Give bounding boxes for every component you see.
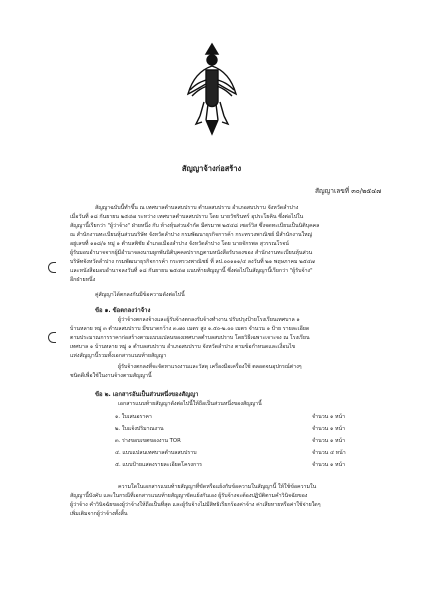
clause-2-closing-line: สัญญานี้บังคับ และในกรณีที่เอกสารแนบท้ายสัญญาขัดแย้งกันเอง ผู้รับจ้างจะต้องปฏิบัติตามคำวินิจฉัยของ <box>70 493 308 499</box>
contract-number: สัญญาเลขที่ ๓๐/๒๕๔๗ <box>315 187 382 195</box>
clause-2-closing-line: ผู้ว่าจ้าง คำวินิจฉัยของผู้ว่าจ้างให้ถือเป็นที่สุด และผู้รับจ้างไม่มีสิทธิเรียกร้องค่าจ้าง ค่าเสียหายหรือค่าใช้จ่ายใดๆ <box>70 502 321 508</box>
preamble-line: ผู้รับมอบอำนาจจากผู้มีอำนาจลงนามผูกพันนิติบุคคลปรากฏตามหนังสือรับรองของ สำนักงานทะเบียนหุ้นส่วน <box>70 250 313 256</box>
attachment-amount: จำนวน ๑ หน้า <box>312 426 346 432</box>
clause-1-line: แห่งสัญญานี้รวมทั้งเอกสารแนบท้ายสัญญา <box>70 353 167 359</box>
attachment-amount: จำนวน ๑ หน้า <box>312 438 346 444</box>
clause-1-line: บ้านหลาย หมู่ ๓ ตำบลสบปราบ มีขนาดกว้าง ๓.๗๐ เมตร สูง ๑.๕๐-๒.๐๐ เมตร จำนวน ๑ ป้าย รายละเอียด <box>70 326 310 332</box>
preamble-line: เมื่อวันที่ ๑๘ กันยายน ๒๕๔๗ ระหว่าง เทศบาลตำบลสบปราบ โดย นายวัชรินทร์ อุประโยคิน ซึ่งต่อไปใน <box>70 214 304 220</box>
attachment-item: ๑. ใบเสนอราคา <box>115 414 152 420</box>
garuda-emblem-icon <box>186 40 238 140</box>
clause-2-intro: เอกสารแนบท้ายสัญญาดังต่อไปนี้ให้ถือเป็นส่วนหนึ่งของสัญญานี้ <box>118 401 262 407</box>
clause-2-closing-line: เพิ่มเติมจากผู้ว่าจ้างทั้งสิ้น <box>70 511 128 517</box>
document-title: สัญญาจ้างก่อสร้าง <box>181 164 242 173</box>
attachment-amount: จำนวน ๑ หน้า <box>312 414 346 420</box>
clause-2-heading: ข้อ ๒. เอกสารอันเป็นส่วนหนึ่งของสัญญา <box>95 392 199 398</box>
clause-1-line: ผู้ว่าจ้างตกลงจ้างและผู้รับจ้างตกลงรับจ้างทำงาน ปรับปรุงป้ายโรงเรียนเทศบาล ๑ <box>118 317 300 323</box>
clause-1-heading: ข้อ ๑. ข้อตกลงว่าจ้าง <box>95 308 151 314</box>
preamble-line: และหนังสือมอบอำนาจลงวันที่ ๑๘ กันยายน ๒๕๔๗ แนบท้ายสัญญานี้ ซึ่งต่อไปในสัญญานี้เรียกว่า "ผู้รับจ้าง" <box>70 268 313 274</box>
punch-hole-bottom <box>48 332 56 343</box>
clause-1-line: เทศบาล ๑ บ้านหลาย หมู่ ๑ ตำบลสบปราบ อำเภอสบปราบ จังหวัดลำปาง ตามข้อกำหนดและเงื่อนไข <box>70 344 296 350</box>
preamble-line: สัญญาฉบับนี้ทำขึ้น ณ เทศบาลตำบลสบปราบ ตำบลสบปราบ อำเภอสบปราบ จังหวัดลำปาง <box>95 205 299 211</box>
preamble-line: อยู่เลขที่ ๑๑๘/๑ หมู่ ๑ ตำบลพิชัย อำเภอเมืองลำปาง จังหวัดลำปาง โดย นายจักรพล สุวรรณโรจน์ <box>70 241 289 247</box>
preamble-line: สัญญานี้เรียกว่า "ผู้ว่าจ้าง" ฝ่ายหนึ่ง กับ ห้างหุ้นส่วนจำกัด มีศรมาพ ๒๕๔๘ เซอร์วิส ซึ่งจดทะเบียนเป็นนิติบุคคล <box>70 223 320 229</box>
preamble-line: อีกฝ่ายหนึ่ง <box>70 277 96 283</box>
clause-2-closing-line: ความใดในเอกสารแนบท้ายสัญญาที่ขัดหรือแย้งกับข้อความในสัญญานี้ ให้ใช้ข้อความใน <box>118 484 317 490</box>
attachment-item: ๒. ใบแจ้งปริมาณงาน <box>115 426 164 432</box>
attachment-item: ๓. ร่างขอบเขตของงาน TOR <box>115 438 181 444</box>
agreement-line: คู่สัญญาได้ตกลงกันมีข้อความดังต่อไปนี้ <box>95 292 185 298</box>
clause-1-line: ตามประมาณการราคาก่อสร้างตามแบบแปลนของเทศบาลตำบลสบปราบ โดยวิธีเฉพาะเจาะจง ณ โรงเรียน <box>70 335 310 341</box>
preamble-line: ณ สำนักงานทะเบียนหุ้นส่วนบริษัท จังหวัดลำปาง กรมพัฒนาธุรกิจการค้า กระทรวงพาณิชย์ มีสำนักงานใหญ่ <box>70 232 313 238</box>
clause-1-line: ผู้รับจ้างตกลงที่จะจัดหาแรงงานและวัสดุ เครื่องมือเครื่องใช้ ตลอดจนอุปกรณ์ต่างๆ <box>118 364 302 370</box>
attachment-amount: จำนวน ๔ หน้า <box>312 450 346 456</box>
attachment-item: ๔. แบบแปลนเทศบาลตำบลสบปราบ <box>115 450 197 456</box>
punch-hole-top <box>48 262 56 273</box>
attachment-item: ๕. แบบป้ายแสดงรายละเอียดโครงการ <box>115 462 203 468</box>
preamble-line: บริษัทจังหวัดลำปาง กรมพัฒนาธุรกิจการค้า กระทรวงพาณิชย์ ที่ ลป.๐๐๑๑๑/๔ ลงวันที่ ๒๑ พฤษภาคม ๒๕๔๗ <box>70 259 315 265</box>
attachment-amount: จำนวน ๑ หน้า <box>312 462 346 468</box>
clause-1-line: ชนิดดีเพื่อใช้ในงานจ้างตามสัญญานี้ <box>70 373 152 379</box>
